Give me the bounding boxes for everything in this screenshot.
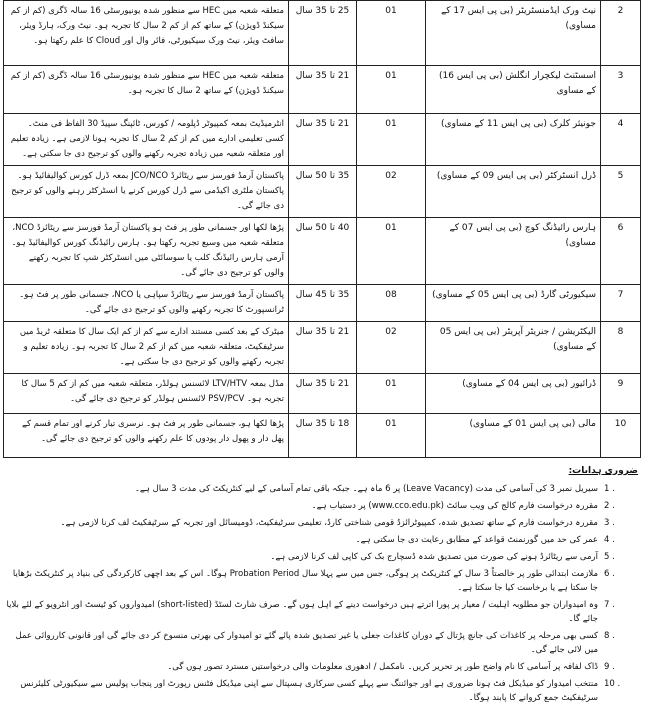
post-cell: ڈرائیور (بی پی ایس 04 کے مساوی): [426, 374, 601, 414]
qualification-cell: مڈل بمعہ LTV/HTV لائسنس ہولڈر، متعلقہ شعبہ میں کم از کم 5 سال کا تجربہ ہو۔ PSV/PCV لائسنس ہولڈر کو ترجیح دی جائے گی۔: [4, 374, 289, 414]
note-number: 1 .: [598, 482, 642, 496]
note-item: [3, 533, 642, 547]
note-number: 4 .: [598, 533, 642, 547]
serial-cell: 10: [601, 414, 641, 458]
note-text: مقررہ درخواست فارم کالج کی ویب سائٹ (www.cco.edu.pk) پر دستیاب ہے۔: [311, 501, 598, 511]
post-cell: ہارس رائیڈنگ کوچ (بی پی ایس 07 کے مساوی): [426, 218, 601, 285]
post-cell: نیٹ ورک ایڈمنسٹریٹر (بی پی ایس 17 کے مساوی): [426, 1, 601, 66]
count-cell: 02: [357, 322, 426, 374]
note-text: سیریل نمبر 3 کی آسامی کی مدت (Leave Vacancy) پر 6 ماہ ہے۔ جبکہ باقی تمام آسامی کے لیے کنٹریکٹ کی مدت 3 سال ہے۔: [134, 484, 598, 494]
qualification-cell: پاکستان آرمڈ فورسز سے ریٹائرڈ سپاہی یا NCO، جسمانی طور پر فٹ ہو۔ ٹرانسپورٹ کا تجربہ رکھنے والوں کو ترجیح دی جائے گی۔: [4, 285, 289, 322]
note-text: ملازمت ابتدائی طور پر خالصتاً 3 سال کے کنٹریکٹ پر ہوگی، جس میں سے پہلا سال Probation Period ہوگا۔ اس کے بعد اچھی کارکردگی کی بنیاد پر کنٹریکٹ بڑھایا جا سکتا ہے یا برخاست کیا جا سکتا ہے۔: [12, 569, 598, 593]
vacancies-table: [3, 0, 641, 458]
post-cell: اسسٹنٹ لیکچرار انگلش (بی پی ایس 16) کے مساوی: [426, 66, 601, 114]
age-cell: 40 تا 50 سال: [289, 218, 357, 285]
note-text: آرمی سے ریٹائرڈ ہونے کی صورت میں تصدیق شدہ ڈسچارج بک کی کاپی لف کرنا لازمی ہے۔: [270, 552, 598, 562]
age-cell: 35 تا 45 سال: [289, 285, 357, 322]
note-item: [3, 598, 642, 626]
serial-cell: 2: [601, 1, 641, 66]
table-row: [4, 285, 641, 322]
table-row: [4, 66, 641, 114]
age-cell: 21 تا 35 سال: [289, 66, 357, 114]
post-cell: ڈرل انسٹرکٹر (بی پی ایس 09 کے مساوی): [426, 166, 601, 218]
table-row: [4, 322, 641, 374]
note-item: [3, 629, 642, 657]
count-cell: 01: [357, 374, 426, 414]
age-cell: 25 تا 35 سال: [289, 1, 357, 66]
age-cell: 21 تا 35 سال: [289, 374, 357, 414]
count-cell: 01: [357, 1, 426, 66]
serial-cell: 9: [601, 374, 641, 414]
age-cell: 18 تا 35 سال: [289, 414, 357, 458]
note-item: [3, 482, 642, 496]
count-cell: 01: [357, 114, 426, 166]
qualification-cell: انٹرمیڈیٹ بمعہ کمپیوٹر ڈپلومہ / کورس، ٹائپنگ سپیڈ 30 الفاظ فی منٹ۔ کسی تعلیمی ادارے میں کم از کم 2 سال کا تجربہ ہونا لازمی ہے۔ زیادہ تعلیم اور متعلقہ شعبہ میں زیادہ تجربہ رکھنے والوں کو ترجیح دی جا سکتی ہے۔: [4, 114, 289, 166]
qualification-cell: پاکستان آرمڈ فورسز سے ریٹائرڈ JCO/NCO بمعہ ڈرل کورس کوالیفائیڈ ہو۔ پاکستان ملٹری اکیڈمی سے ڈرل کورس کرنے یا انسٹرکٹر رہنے والوں کو ترجیح دی جائے گی۔: [4, 166, 289, 218]
table-row: [4, 374, 641, 414]
note-text: کسی بھی مرحلہ پر کاغذات کی جانچ پڑتال کے دوران کاغذات جعلی یا غیر تصدیق شدہ پائے گئے تو امیدوار کی بھرتی منسوخ کر دی جائے گی اور قانونی کارروائی عمل میں لائی جائے گی۔: [15, 631, 598, 655]
post-cell: الیکٹریشن / جنریٹر آپریٹر (بی پی ایس 05 کے مساوی): [426, 322, 601, 374]
table-row: [4, 414, 641, 458]
note-number: 7 .: [598, 598, 642, 612]
count-cell: 01: [357, 414, 426, 458]
note-item: [3, 516, 642, 530]
post-cell: جونیئر کلرک (بی پی ایس 11 کے مساوی): [426, 114, 601, 166]
note-text: عمر کی حد میں گورنمنٹ قواعد کے مطابق رعایت دی جا سکتی ہے۔: [355, 535, 598, 545]
table-row: [4, 114, 641, 166]
note-number: 3 .: [598, 516, 642, 530]
serial-cell: 8: [601, 322, 641, 374]
note-number: 5 .: [598, 550, 642, 564]
serial-cell: 3: [601, 66, 641, 114]
note-number: 9 .: [598, 660, 642, 674]
note-item: [3, 567, 642, 595]
serial-cell: 4: [601, 114, 641, 166]
count-cell: 01: [357, 66, 426, 114]
note-text: مقررہ درخواست فارم کے ساتھ تصدیق شدہ، کمپیوٹرائزڈ قومی شناختی کارڈ، تعلیمی سرٹیفکیٹ، ڈومیسائل اور تجربہ کے سرٹیفکیٹ لف کرنا لازمی ہے۔: [60, 518, 598, 528]
note-item: [3, 660, 642, 674]
post-cell: مالی (بی پی ایس 01 کے مساوی): [426, 414, 601, 458]
count-cell: 08: [357, 285, 426, 322]
note-number: 2 .: [598, 499, 642, 513]
count-cell: 01: [357, 218, 426, 285]
serial-cell: 5: [601, 166, 641, 218]
age-cell: 21 تا 35 سال: [289, 114, 357, 166]
notes-list: [3, 482, 642, 705]
note-text: ڈاک لفافہ پر آسامی کا نام واضح طور پر تحریر کریں۔ نامکمل / ادھوری معلومات والی درخواستیں مسترد تصور ہوں گی۔: [167, 662, 598, 672]
note-text: منتخب امیدوار کو میڈیکل فٹ ہونا ضروری ہے اور جوائننگ سے پہلے کسی سرکاری ہسپتال سے اپنی میڈیکل فٹنس رپورٹ اور پنجاب پولیس سے سیکیورٹی کلیئرنس سرٹیفکیٹ جمع کروانے کا پابند ہوگا۔: [20, 679, 598, 703]
note-item: [3, 550, 642, 564]
qualification-cell: پڑھا لکھا ہو، جسمانی طور پر فٹ ہو۔ نرسری تیار کرنے اور تمام قسم کے پھل دار و پھول دار پودوں کا علم رکھنے والوں کو ترجیح دی جائے گی۔: [4, 414, 289, 458]
age-cell: 35 تا 50 سال: [289, 166, 357, 218]
note-number: 8 .: [598, 629, 642, 643]
note-text: وہ امیدواران جو مطلوبہ اہلیت / معیار پر پورا اترتے ہیں درخواست دینے کے اہل ہوں گے۔ صرف شارٹ لسٹڈ (short-listed) امیدواروں کو ٹیسٹ اور انٹرویو کے لئے بلایا جائے گا۔: [6, 600, 598, 624]
table-row: [4, 218, 641, 285]
note-item: [3, 499, 642, 513]
post-cell: سیکیورٹی گارڈ (بی پی ایس 05 کے مساوی): [426, 285, 601, 322]
table-row: [4, 1, 641, 66]
note-number: 10 .: [598, 677, 642, 691]
qualification-cell: میٹرک کے بعد کسی مستند ادارے سے کم از کم ایک سال کا متعلقہ ٹریڈ میں سرٹیفکیٹ، متعلقہ شعبہ میں کم از کم 2 سال کا تجربہ ہو۔ زیادہ تعلیم و تجربہ رکھنے والوں کو ترجیح دی جا سکتی ہے۔: [4, 322, 289, 374]
notes-title: ضروری ہدایات:: [568, 466, 638, 476]
note-item: [3, 677, 642, 705]
serial-cell: 6: [601, 218, 641, 285]
count-cell: 02: [357, 166, 426, 218]
table-row: [4, 166, 641, 218]
note-number: 6 .: [598, 567, 642, 581]
qualification-cell: متعلقہ شعبہ میں HEC سے منظور شدہ یونیورسٹی 16 سالہ ڈگری (کم از کم سیکنڈ ڈویژن) کے ساتھ کم از کم 2 سال کا تجربہ ہو۔ نیٹ ورک، ہارڈ ویئر، سافٹ ویئر، نیٹ ورک سیکیورٹی، فائر وال اور Cloud کا علم رکھتا ہو۔: [4, 1, 289, 66]
qualification-cell: متعلقہ شعبہ میں HEC سے منظور شدہ یونیورسٹی 16 سالہ ڈگری (کم از کم سیکنڈ ڈویژن) کے ساتھ 2 سال کا تجربہ ہو۔: [4, 66, 289, 114]
age-cell: 21 تا 35 سال: [289, 322, 357, 374]
qualification-cell: پڑھا لکھا اور جسمانی طور پر فٹ ہو پاکستان آرمڈ فورسز سے ریٹائرڈ NCO، متعلقہ شعبہ میں وسیع تجربہ رکھتا ہو۔ ہارس رائیڈنگ کورس کوالیفائیڈ ہو۔ آرمی ہارس رائیڈنگ کلب یا سوسائٹی میں انسٹرکٹر شپ کا تجربہ رکھنے والوں کو ترجیح دی جائے گی۔: [4, 218, 289, 285]
serial-cell: 7: [601, 285, 641, 322]
